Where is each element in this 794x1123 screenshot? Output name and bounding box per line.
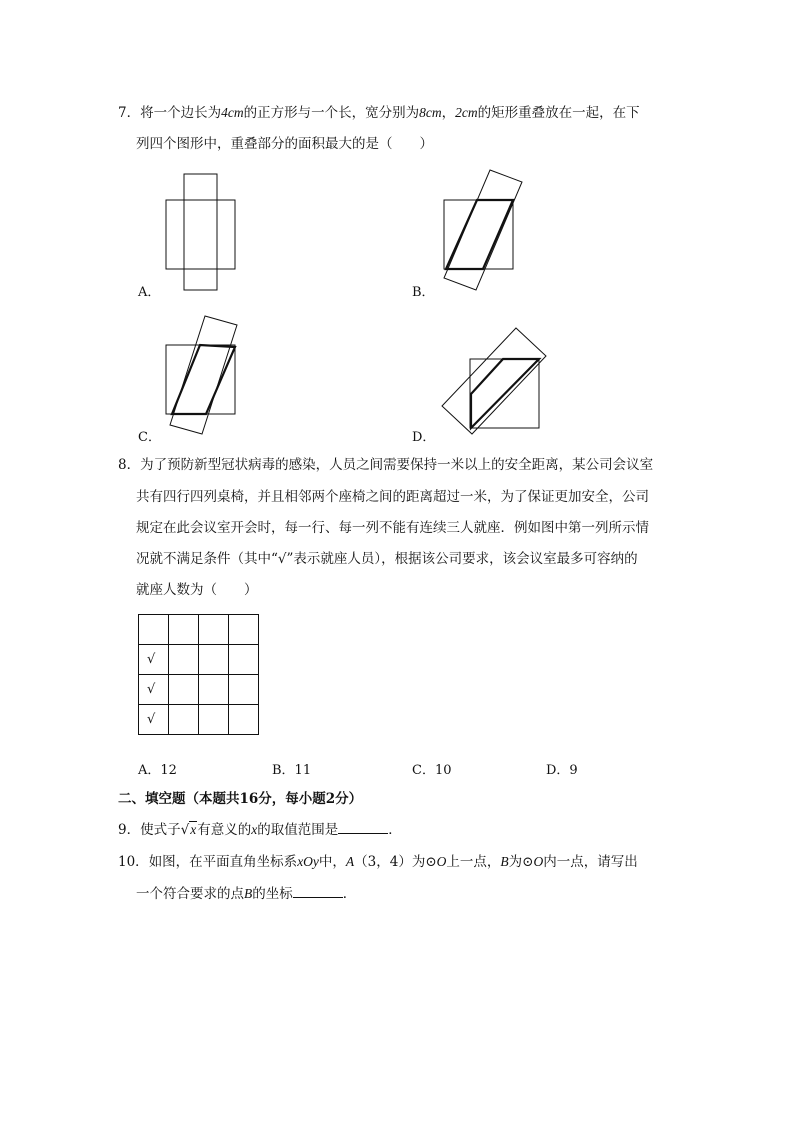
grid-cell: √: [139, 705, 169, 735]
q9-line: [118, 820, 402, 840]
answer-blank[interactable]: [293, 885, 343, 898]
radicand: x: [190, 822, 197, 837]
grid-cell: [169, 615, 199, 645]
coordinate-system: xOy: [297, 854, 319, 869]
q10-line-2: [136, 884, 356, 904]
q7-text: 的正方形与一个长，宽分别为: [243, 105, 420, 121]
grid-cell: [229, 645, 259, 675]
grid-cell: [169, 645, 199, 675]
q7-figure-d: [434, 322, 552, 438]
circle-o: O: [533, 854, 544, 869]
grid-row: [139, 615, 259, 645]
grid-cell: [199, 645, 229, 675]
q9-text: 的取值范围是: [257, 822, 339, 838]
grid-cell: [199, 675, 229, 705]
q10-text: 为⊙: [508, 854, 534, 870]
q9-end: ．: [388, 822, 402, 838]
grid-cell: [199, 615, 229, 645]
q7-value-side: 4cm: [221, 105, 244, 120]
grid-cell: [169, 705, 199, 735]
point-b: B: [500, 854, 509, 869]
q10-text: 上一点，: [446, 854, 501, 870]
q8-line-4: 况就不满足条件（其中“√”表示就座人员），根据该公司要求，该会议室最多可容纳的: [136, 551, 638, 567]
q8-text: 为了预防新型冠状病毒的感染，人员之间需要保持一米以上的安全距离，某公司会议室: [140, 457, 654, 473]
sqrt-expression: [181, 820, 198, 840]
q9-text: 有意义的: [197, 822, 252, 838]
grid-cell: √: [139, 675, 169, 705]
q7-sep: ，: [441, 105, 456, 121]
radical-sign-icon: √: [180, 822, 190, 838]
q10-end: ．: [342, 886, 357, 902]
answer-blank[interactable]: [338, 821, 388, 834]
q8-line-3: 规定在此会议室开会时，每一行、每一列不能有连续三人就座．例如图中第一列所示情: [136, 520, 649, 536]
q9-number: 9．: [118, 822, 141, 838]
option-a-label: A．: [138, 285, 161, 300]
q9-variable: x: [251, 822, 258, 837]
option-c-label: C．: [138, 430, 161, 445]
point-b: B: [244, 886, 253, 901]
q7-text: 的矩形重叠放在一起，在下: [477, 105, 640, 121]
q10-text: 如图，在平面直角坐标系: [148, 854, 298, 870]
q10-number: 10．: [118, 854, 149, 870]
seating-grid: [138, 614, 259, 735]
q7-figure-a: [160, 168, 244, 296]
q7-value-width: 2cm: [455, 105, 478, 120]
section-heading: 二、填空题（本题共16分，每小题2分）: [118, 791, 363, 807]
q8-option-b: B．11: [272, 763, 312, 778]
q10-line-1: [118, 852, 638, 872]
grid-row: [139, 645, 259, 675]
grid-cell: [229, 705, 259, 735]
q8-line-1: [118, 455, 653, 475]
q8-number: 8．: [118, 457, 141, 473]
point-a-coord: （3，4）为⊙: [354, 854, 437, 870]
q7-value-length: 8cm: [419, 105, 442, 120]
q10-text: 中，: [318, 854, 346, 870]
q7-text: 将一个边长为: [140, 105, 222, 121]
circle-o: O: [436, 854, 447, 869]
grid-cell: √: [139, 645, 169, 675]
q7-figure-b: [436, 164, 530, 294]
q10-text: 的坐标: [252, 886, 293, 902]
grid-cell: [139, 615, 169, 645]
q10-text: 内一点，请写出: [543, 854, 638, 870]
grid-row: [139, 705, 259, 735]
q8-option-c: C．10: [412, 763, 452, 778]
q7-figure-c: [160, 310, 244, 440]
q8-option-d: D．9: [546, 763, 578, 778]
grid-cell: [229, 675, 259, 705]
q7-number: 7．: [118, 105, 141, 121]
grid-cell: [229, 615, 259, 645]
option-b-label: B．: [412, 285, 435, 300]
q8-line-5: 就座人数为（ ）: [136, 582, 258, 598]
q7-line-2: 列四个图形中，重叠部分的面积最大的是（ ）: [136, 136, 433, 152]
point-a: A: [345, 854, 355, 869]
q8-option-a: A．12: [138, 763, 177, 778]
q7-line-1: [118, 103, 640, 123]
q10-text: 一个符合要求的点: [136, 886, 244, 902]
option-d-label: D．: [412, 430, 436, 445]
grid-cell: [199, 705, 229, 735]
q8-line-2: 共有四行四列桌椅，并且相邻两个座椅之间的距离超过一米，为了保证更加安全，公司: [136, 489, 649, 505]
grid-row: [139, 675, 259, 705]
grid-cell: [169, 675, 199, 705]
q9-text: 使式子: [140, 822, 181, 838]
